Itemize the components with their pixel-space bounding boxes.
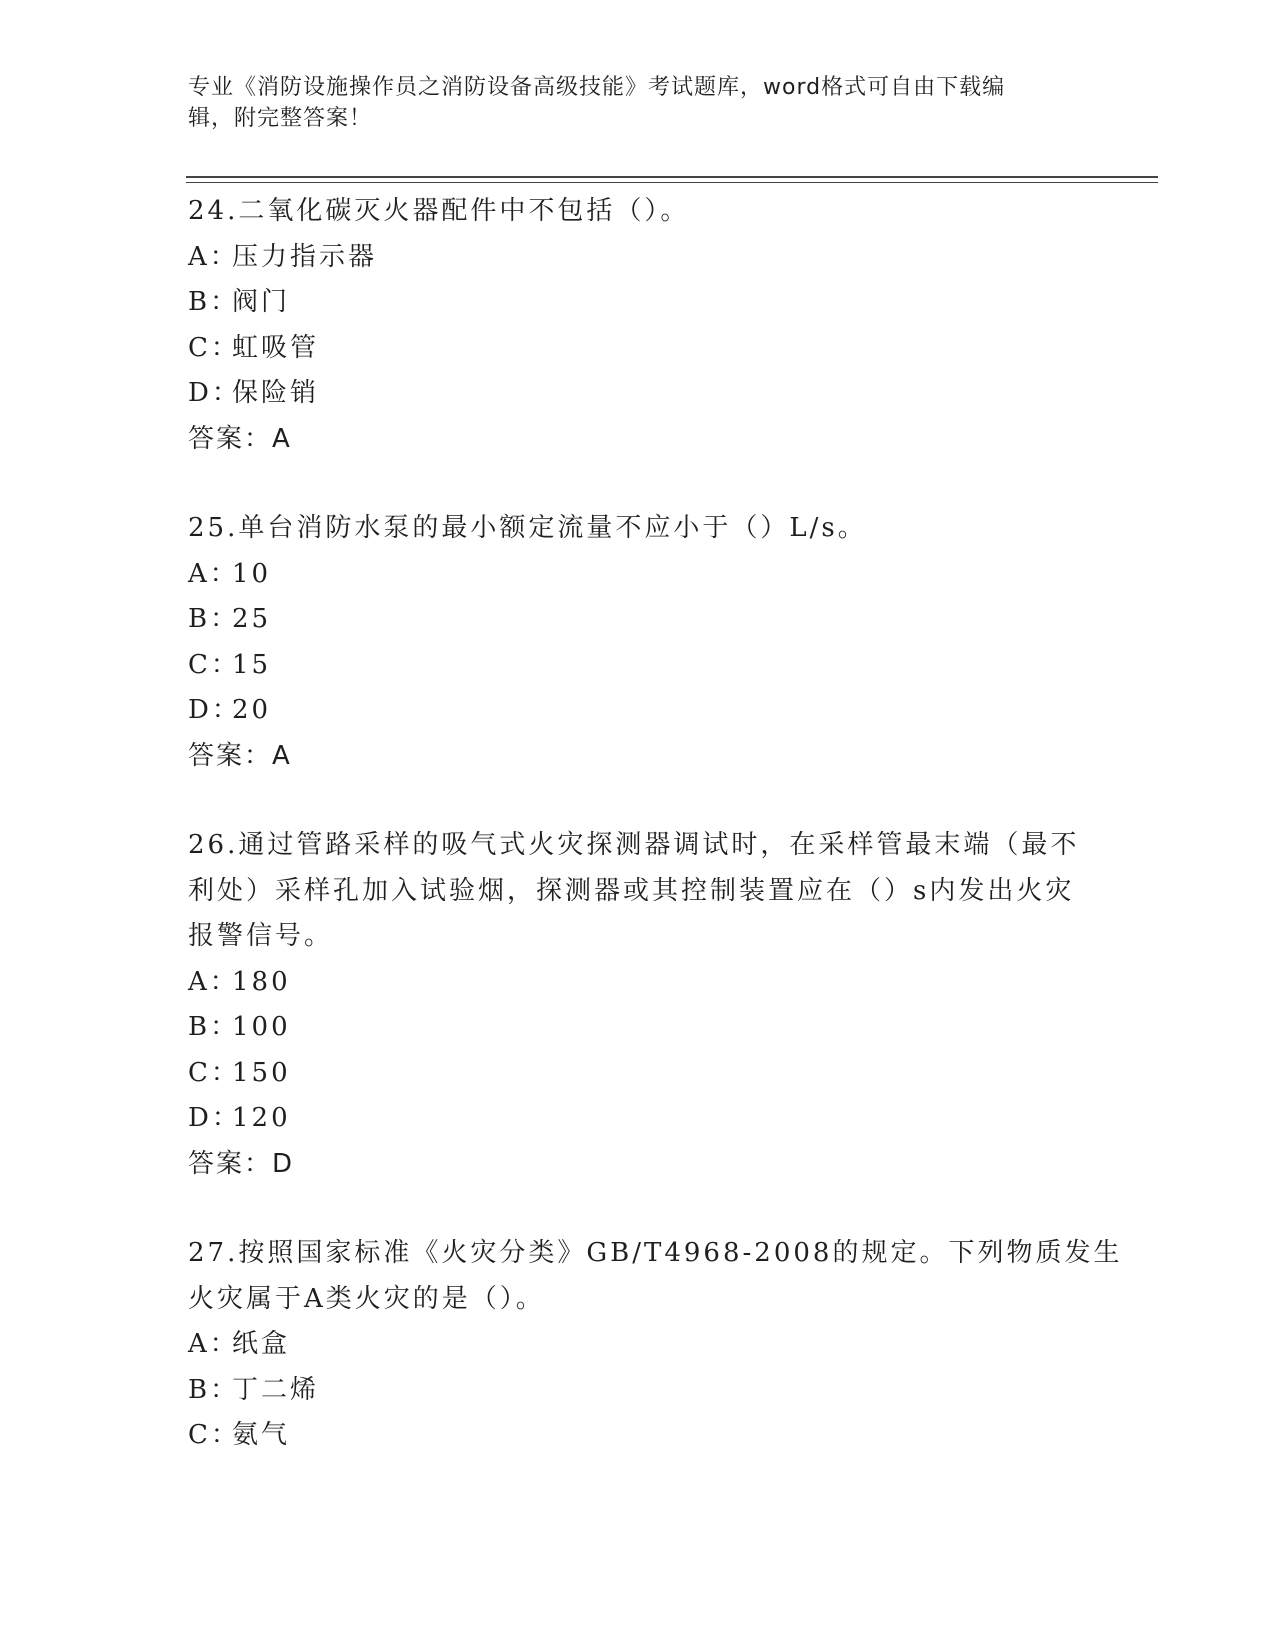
header-intro-line-2: 辑，附完整答案！ — [188, 106, 373, 131]
option-letter: A： — [188, 558, 239, 589]
option-letter: C： — [188, 332, 240, 363]
question-stem-line: 火灾属于A类火灾的是（）。 — [188, 1283, 545, 1314]
option-text: 100 — [232, 1012, 291, 1042]
option-c — [188, 1051, 1108, 1097]
option-letter: C： — [188, 1420, 240, 1450]
option-letter: D： — [188, 378, 241, 408]
option-text: 压力指示器 — [232, 241, 378, 272]
header-intro-line-1: 专业《消防设施操作员之消防设备高级技能》考试题库，word格式可自由下载编 — [188, 75, 1006, 100]
question-stem-line: 利处）采样孔加入试验烟，探测器或其控制装置应在（）s内发出火灾 — [188, 875, 1075, 906]
option-text: 阀门 — [232, 287, 291, 317]
option-text: 120 — [232, 1103, 291, 1133]
option-letter: D： — [188, 695, 241, 725]
option-c — [188, 643, 1108, 689]
option-text: 180 — [232, 966, 291, 997]
question-stem: 24.二氧化碳灭火器配件中不包括（）。 — [188, 196, 690, 226]
header-double-rule — [186, 176, 1158, 183]
answer-line: 答案：A — [188, 740, 292, 771]
option-text: 150 — [232, 1057, 291, 1088]
option-letter: D： — [188, 1103, 241, 1133]
option-letter: B： — [188, 287, 240, 317]
option-a — [188, 235, 1108, 281]
option-d — [188, 688, 1108, 734]
option-text: 丁二烯 — [232, 1374, 320, 1405]
option-a — [188, 1322, 1108, 1368]
option-b — [188, 1368, 1108, 1414]
answer-line: 答案：D — [188, 1148, 295, 1179]
question-27 — [188, 1231, 1123, 1459]
option-b — [188, 280, 1108, 326]
option-letter: A： — [188, 1329, 239, 1359]
question-stem-line: 报警信号。 — [188, 921, 334, 951]
option-letter: A： — [188, 966, 239, 997]
question-26 — [188, 823, 1108, 1187]
option-letter: B： — [188, 1012, 240, 1042]
option-a — [188, 960, 1108, 1006]
option-text: 20 — [232, 695, 272, 725]
option-b — [188, 1005, 1108, 1051]
option-c — [188, 326, 1108, 372]
option-text: 纸盒 — [232, 1329, 291, 1359]
option-c — [188, 1413, 1108, 1459]
option-text: 保险销 — [232, 378, 320, 408]
option-text: 15 — [232, 649, 272, 680]
question-list — [188, 189, 1123, 1503]
question-stem-line: 26.通过管路采样的吸气式火灾探测器调试时，在采样管最末端（最不 — [188, 830, 1080, 860]
option-b — [188, 597, 1108, 643]
option-a — [188, 552, 1108, 598]
question-25 — [188, 506, 1108, 779]
option-letter: A： — [188, 241, 239, 272]
option-d — [188, 1096, 1108, 1142]
option-d — [188, 371, 1108, 417]
option-text: 虹吸管 — [232, 332, 320, 363]
question-stem-line: 27.按照国家标准《火灾分类》GB/T4968-2008的规定。下列物质发生 — [188, 1238, 1123, 1268]
question-24 — [188, 189, 1108, 462]
answer-line: 答案：A — [188, 423, 292, 454]
option-letter: B： — [188, 1374, 240, 1405]
option-letter: C： — [188, 649, 240, 680]
option-text: 氨气 — [232, 1420, 291, 1450]
option-letter: B： — [188, 604, 240, 634]
option-letter: C： — [188, 1057, 240, 1088]
option-text: 10 — [232, 558, 272, 589]
question-stem: 25.单台消防水泵的最小额定流量不应小于（）L/s。 — [188, 513, 867, 543]
option-text: 25 — [232, 604, 272, 634]
document-header — [188, 72, 1068, 134]
